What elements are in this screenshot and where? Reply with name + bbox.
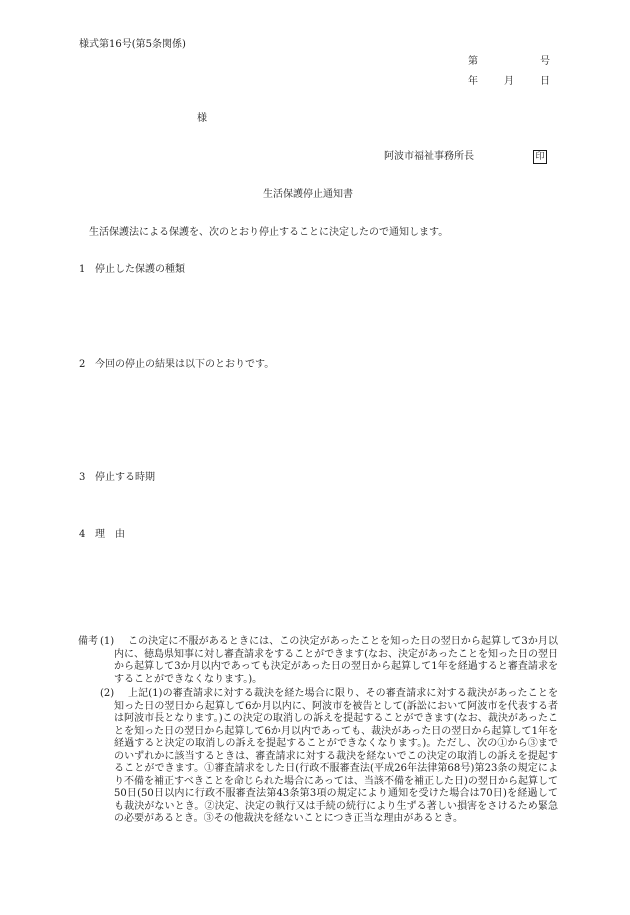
remarks-label: 備考 bbox=[78, 636, 98, 647]
intro-text: 生活保護法による保護を、次のとおり停止することに決定したので通知します。 bbox=[89, 227, 449, 238]
remark-item-1 bbox=[78, 636, 558, 686]
section-2-number: 2 bbox=[79, 359, 86, 370]
section-2-label: 今回の停止の結果は以下のとおりです。 bbox=[95, 359, 275, 370]
section-1-number: 1 bbox=[79, 264, 86, 275]
section-4-number: 4 bbox=[79, 529, 86, 540]
remark-1-number: (1) bbox=[100, 636, 115, 647]
date-year: 年 bbox=[468, 76, 478, 87]
addressee-suffix: 様 bbox=[197, 113, 207, 124]
section-3-number: 3 bbox=[79, 472, 86, 483]
number-dai: 第 bbox=[468, 56, 478, 67]
form-label: 様式第16号(第5条関係) bbox=[79, 39, 186, 50]
remark-2-text: 上記(1)の審査請求に対する裁決を経た場合に限り、その審査請求に対する裁決があったことを知った日の翌日から起算して6か月以内に、阿波市を被告として(訴訟において阿波市を代表する者は阿波市長となります。)この決定の取消しの訴えを提起することができます(なお、裁決があったことを知った日の翌日から起算して6か月以内であっても、裁決があった日の翌日から起算して1年を経過すると決定の取消しの訴えを提起することができなくなります。)。ただし、次の①から③までのいずれかに該当するときは、審査請求に対する裁決を経ないでこの決定の取消しの訴えを提起することができます。①審査請求をした日(行政不服審査法(平成26年法律第68号)第23条の規定により不備を補正すべきことを命じられた場合にあっては、当該不備を補正した日)の翌日から起算して50日(50日以内に行政不服審査法第43条第3項の規定により通知を受けた場合は70日)を経過しても裁決がないとき。②決定、決定の執行又は手続の続行により生ずる著しい損害をさけるため緊急の必要があるとき。③その他裁決を経ないことにつき正当な理由があるとき。 bbox=[114, 688, 558, 824]
date-day: 日 bbox=[540, 76, 550, 87]
remark-item-2 bbox=[78, 688, 558, 826]
remark-1-text: この決定に不服があるときには、この決定があったことを知った日の翌日から起算して3か月以内に、徳島県知事に対し審査請求をすることができます(なお、決定があったことを知った日の翌日から起算して3か月以内であっても決定があった日の翌日から起算して1年を経過すると審査請求をすることができなくなります。)。 bbox=[114, 636, 558, 685]
number-go: 号 bbox=[540, 56, 550, 67]
section-3-label: 停止する時期 bbox=[95, 472, 155, 483]
date-month: 月 bbox=[504, 76, 514, 87]
section-1-label: 停止した保護の種類 bbox=[95, 264, 185, 275]
seal-mark: 印 bbox=[533, 150, 547, 164]
remark-2-number: (2) bbox=[100, 688, 115, 699]
document-title: 生活保護停止通知書 bbox=[263, 189, 353, 200]
issuer-name: 阿波市福祉事務所長 bbox=[384, 151, 474, 162]
section-4-label: 理 由 bbox=[95, 529, 125, 540]
remarks-block bbox=[78, 636, 558, 826]
